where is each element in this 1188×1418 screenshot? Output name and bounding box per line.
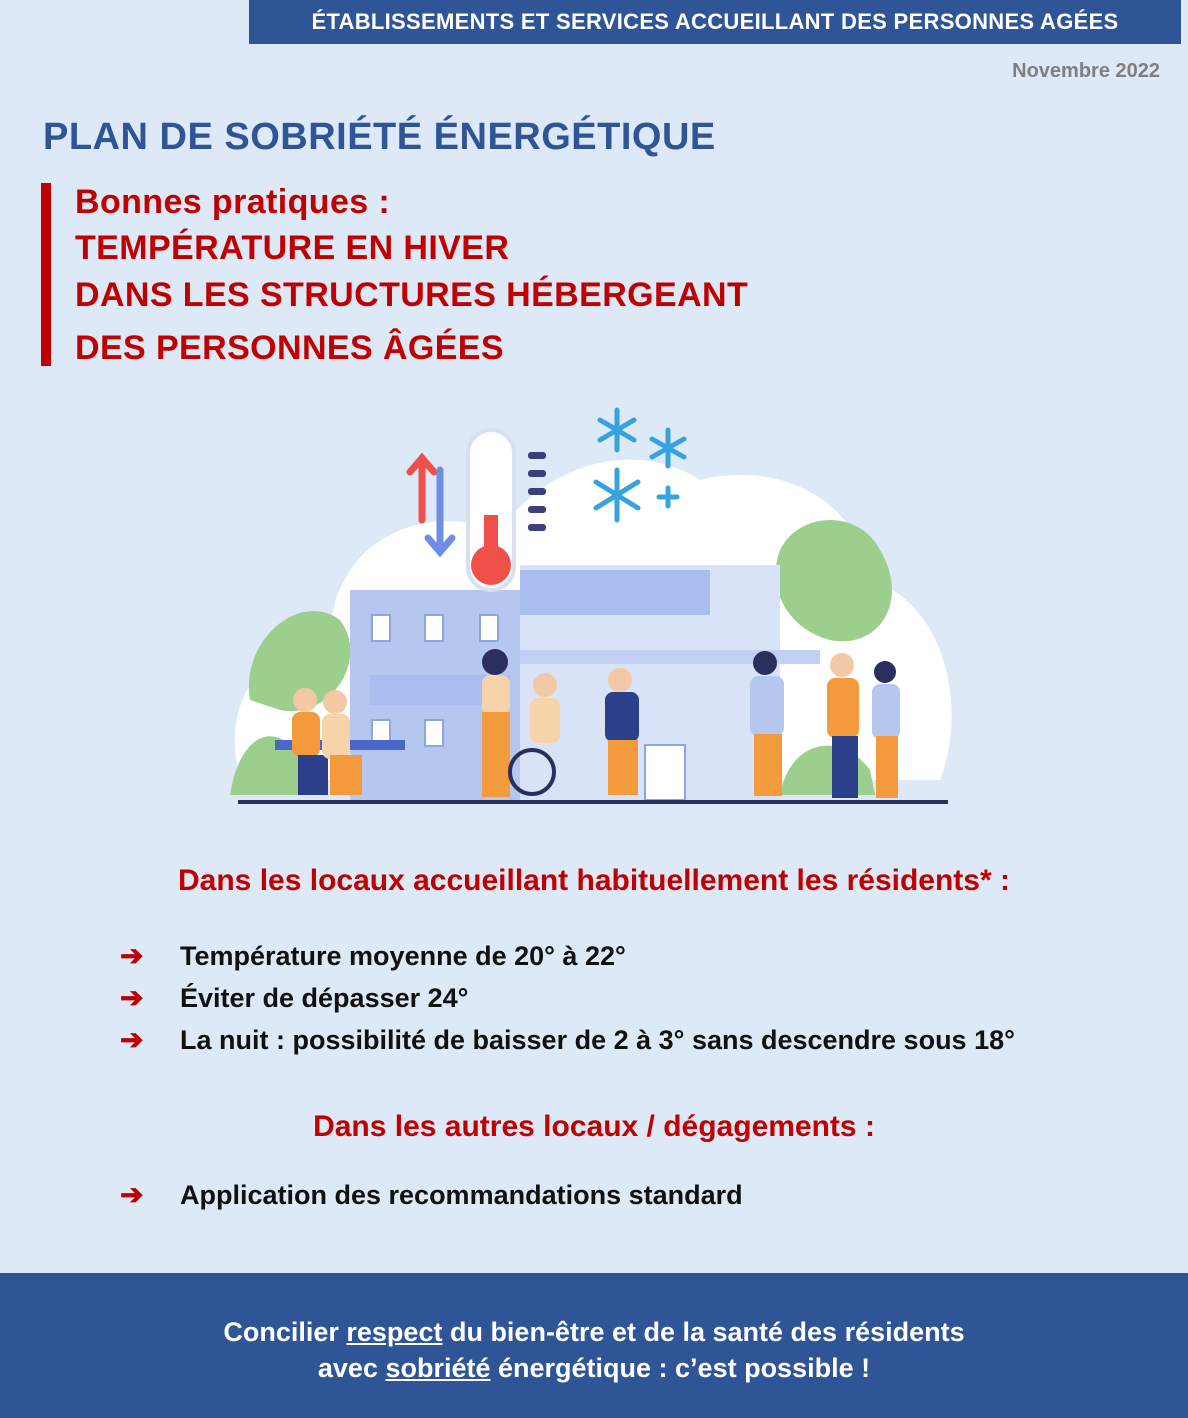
header-banner: ÉTABLISSEMENTS ET SERVICES ACCUEILLANT DES PERSONNES AGÉES [249, 0, 1181, 44]
thermometer-building-people-illustration [220, 400, 960, 810]
publication-date: Novembre 2022 [1012, 60, 1160, 82]
list-item-text: Éviter de dépasser 24° [180, 983, 469, 1013]
subtitle-block [41, 183, 831, 366]
list-item [120, 977, 1015, 1019]
other-bullet-list [120, 1174, 743, 1216]
section-heading-residents: Dans les locaux accueillant habituellement les résidents* : [178, 864, 1010, 897]
subtitle-line-1: Bonnes pratiques : [75, 183, 391, 221]
subtitle-line-2: TEMPÉRATURE EN HIVER [75, 229, 510, 267]
section-heading-other: Dans les autres locaux / dégagements : [313, 1110, 875, 1143]
right-arrow-icon: ➔ [120, 982, 144, 1013]
footer-text: énergétique : c’est possible ! [490, 1353, 871, 1383]
list-item [120, 1019, 1015, 1061]
footer-line-2 [0, 1353, 1188, 1384]
page-title: PLAN DE SOBRIÉTÉ ÉNERGÉTIQUE [43, 116, 716, 158]
list-item-text: Application des recommandations standard [180, 1180, 743, 1210]
list-item-text: Température moyenne de 20° à 22° [180, 941, 626, 971]
subtitle-line-3: DANS LES STRUCTURES HÉBERGEANT [75, 276, 749, 314]
footer-banner [0, 1273, 1188, 1418]
right-arrow-icon: ➔ [120, 1024, 144, 1055]
footer-emphasis-respect: respect [346, 1317, 443, 1347]
residents-bullet-list [120, 935, 1015, 1061]
list-item-text: La nuit : possibilité de baisser de 2 à 3° sans descendre sous 18° [180, 1025, 1015, 1055]
footer-text: avec [317, 1353, 386, 1383]
right-arrow-icon: ➔ [120, 940, 144, 971]
right-arrow-icon: ➔ [120, 1179, 144, 1210]
footer-text: Concilier [223, 1317, 347, 1347]
footer-text: du bien-être et de la santé des résidents [442, 1317, 965, 1347]
list-item [120, 935, 1015, 977]
footer-line-1 [0, 1317, 1188, 1348]
subtitle-line-4: DES PERSONNES ÂGÉES [75, 329, 504, 367]
footer-emphasis-sobriete: sobriété [385, 1353, 491, 1383]
list-item [120, 1174, 743, 1216]
